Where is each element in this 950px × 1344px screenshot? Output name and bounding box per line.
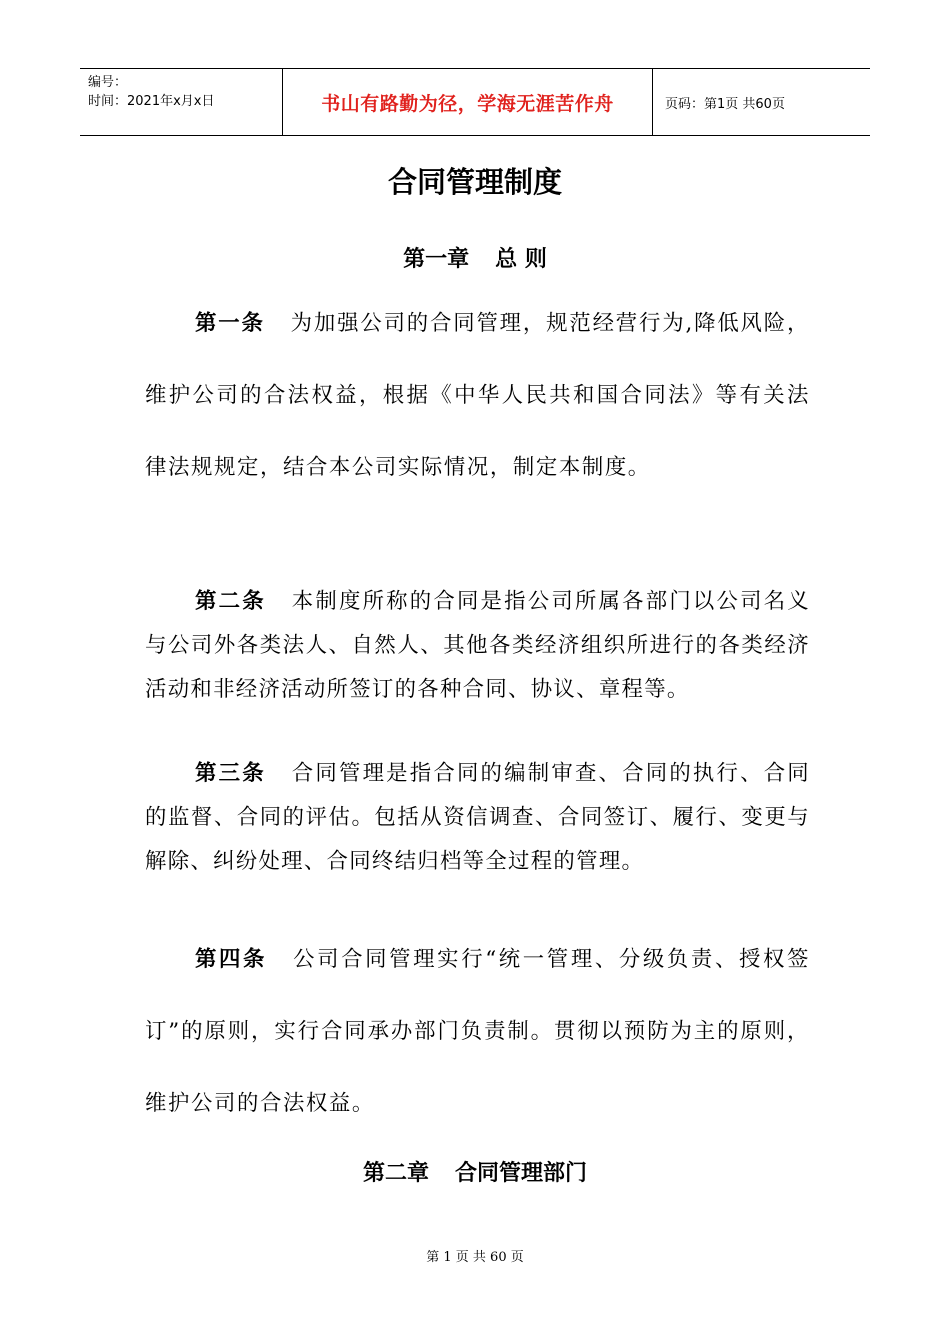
article-label: 第二条 bbox=[195, 589, 266, 614]
document-number-label: 编号： bbox=[88, 75, 128, 90]
chapter-heading-1 bbox=[0, 242, 950, 273]
article-text: 合同管理是指合同的编制审查、合同的执行、合同的监督、合同的评估。包括从资信调查、合同签订、履行、变更与解除、纠纷处理、合同终结归档等全过程的管理。 bbox=[145, 761, 810, 874]
document-title: 合同管理制度 bbox=[387, 165, 562, 199]
page-header bbox=[80, 68, 870, 136]
header-motto: 书山有路勤为径，学海无涯苦作舟 bbox=[282, 69, 653, 135]
header-page-info: 页码：第1页 共60页 bbox=[665, 96, 785, 112]
chapter-name: 总 则 bbox=[495, 247, 547, 272]
article-text: 为加强公司的合同管理，规范经营行为,降低风险，维护公司的合法权益，根据《中华人民共和国合同法》等有关法律法规规定，结合本公司实际情况，制定本制度。 bbox=[145, 311, 810, 480]
chapter-number: 第一章 bbox=[403, 247, 470, 272]
article-label: 第三条 bbox=[195, 761, 266, 786]
article-label: 第一条 bbox=[195, 311, 265, 336]
article-3 bbox=[145, 752, 810, 884]
page-footer: 第 1 页 共 60 页 bbox=[426, 1250, 524, 1265]
chapter-number: 第二章 bbox=[362, 1161, 429, 1186]
article-4 bbox=[145, 924, 810, 1140]
article-1 bbox=[145, 288, 810, 504]
article-label: 第四条 bbox=[195, 947, 268, 972]
header-meta bbox=[80, 69, 282, 135]
document-date: 时间：2021年x月x日 bbox=[88, 94, 215, 109]
chapter-name: 合同管理部门 bbox=[455, 1161, 588, 1186]
article-2 bbox=[145, 580, 810, 712]
article-text: 本制度所称的合同是指公司所属各部门以公司名义与公司外各类法人、自然人、其他各类经济组织所进行的各类经济活动和非经济活动所签订的各种合同、协议、章程等。 bbox=[145, 589, 810, 702]
chapter-heading-2 bbox=[0, 1156, 950, 1187]
article-text: 公司合同管理实行“统一管理、分级负责、授权签订”的原则，实行合同承办部门负责制。贯彻以预防为主的原则，维护公司的合法权益。 bbox=[145, 947, 810, 1116]
